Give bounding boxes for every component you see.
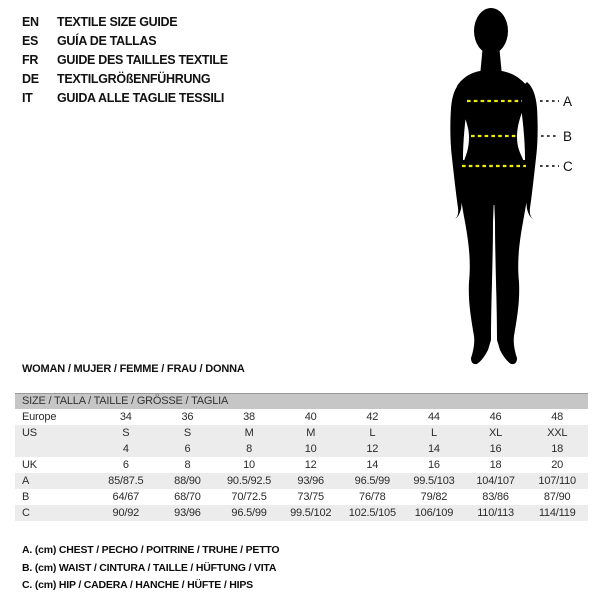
size-cell: 34 — [119, 411, 132, 423]
size-cell: 114/119 — [538, 507, 576, 519]
size-cell: 10 — [304, 443, 317, 455]
language-text: TEXTILE SIZE GUIDE — [57, 15, 178, 29]
size-cell: 10 — [243, 459, 255, 471]
size-cell: 36 — [181, 411, 194, 423]
size-cell: 14 — [366, 459, 379, 471]
language-text: GUÍA DE TALLAS — [57, 34, 157, 48]
legend-line-hip: C. (cm) HIP / CADERA / HANCHE / HÜFTE / HIPS — [22, 579, 253, 592]
language-text: TEXTILGRÖßENFÜHRUNG — [57, 72, 211, 86]
size-table — [15, 393, 588, 521]
size-cell: 44 — [428, 411, 440, 423]
size-cell: 48 — [551, 411, 564, 423]
size-cell: 42 — [366, 411, 379, 423]
size-cell: 20 — [551, 459, 564, 471]
size-cell: 46 — [489, 411, 502, 423]
row-label — [15, 441, 95, 457]
size-cell: 4 — [122, 443, 129, 455]
size-cell: 8 — [246, 443, 253, 455]
size-cell: 12 — [366, 443, 379, 455]
size-cell: 93/96 — [297, 475, 324, 487]
size-cell: 87/90 — [543, 491, 571, 503]
size-cell: 38 — [243, 411, 255, 423]
table-row-waist — [15, 489, 588, 505]
marker-a-label: A — [563, 94, 573, 109]
woman-silhouette — [450, 8, 537, 364]
size-cell: 68/70 — [174, 491, 201, 503]
language-row-de — [22, 70, 228, 89]
size-cell: XL — [489, 427, 503, 439]
size-cell: 107/110 — [538, 475, 576, 487]
language-row-en — [22, 13, 228, 32]
size-cell: 76/78 — [359, 491, 386, 503]
size-cell: 88/90 — [174, 475, 201, 487]
row-label: C — [22, 507, 30, 519]
size-cell: 40 — [304, 411, 317, 423]
size-cell: L — [430, 427, 437, 439]
size-cell: 14 — [428, 443, 440, 455]
marker-b-label: B — [563, 129, 573, 144]
language-list — [22, 13, 228, 108]
size-cell: 106/109 — [414, 507, 454, 519]
size-cell: 85/87.5 — [108, 475, 144, 487]
language-text: GUIDA ALLE TAGLIE TESSILI — [57, 91, 225, 105]
language-code: EN — [22, 15, 39, 29]
legend-line-waist: B. (cm) WAIST / CINTURA / TAILLE / HÜFTUNG / VITA — [22, 561, 277, 574]
row-label: US — [22, 427, 37, 439]
language-code: FR — [22, 53, 39, 67]
language-code: DE — [22, 72, 39, 86]
table-row-uk — [15, 457, 588, 473]
size-cell: M — [306, 427, 316, 439]
size-cell: 6 — [122, 459, 129, 471]
legend-line-chest: A. (cm) CHEST / PECHO / POITRINE / TRUHE / PETTO — [22, 544, 280, 556]
size-cell: 96.5/99 — [354, 475, 390, 487]
size-cell: 102.5/105 — [348, 507, 396, 519]
size-cell: 90.5/92.5 — [227, 475, 272, 487]
language-code: IT — [22, 91, 33, 105]
table-row-europe — [15, 409, 588, 425]
size-cell: 70/72.5 — [231, 491, 267, 503]
row-label: Europe — [22, 411, 57, 423]
size-cell: 104/107 — [476, 475, 515, 487]
size-cell: 110/113 — [477, 507, 514, 519]
size-cell: S — [122, 427, 130, 439]
section-title: WOMAN / MUJER / FEMME / FRAU / DONNA — [22, 363, 245, 375]
size-cell: 93/96 — [174, 507, 201, 519]
right-leg-shape — [494, 160, 529, 364]
measurement-legend — [22, 542, 279, 595]
size-cell: 96.5/99 — [231, 507, 267, 519]
size-cell: S — [183, 427, 191, 439]
language-code: ES — [22, 34, 39, 48]
language-row-it — [22, 89, 228, 108]
size-cell: 8 — [184, 459, 191, 471]
table-row-us-letter — [15, 425, 588, 441]
language-row-fr — [22, 51, 228, 70]
woman-silhouette-figure — [405, 0, 595, 380]
marker-c-label: C — [563, 159, 573, 174]
language-text: GUIDE DES TAILLES TEXTILE — [57, 53, 228, 67]
size-cell: M — [244, 427, 254, 439]
size-cell: 73/75 — [297, 491, 324, 503]
size-table-header: SIZE / TALLA / TAILLE / GRÖSSE / TAGLIA — [15, 393, 588, 409]
size-cell: 12 — [304, 459, 317, 471]
table-row-chest — [15, 473, 588, 489]
row-label: A — [22, 475, 30, 487]
size-cell: 90/92 — [112, 507, 140, 519]
size-cell: 6 — [184, 443, 191, 455]
size-cell: 83/86 — [482, 491, 509, 503]
size-cell: 99.5/102 — [290, 507, 332, 519]
size-cell: L — [369, 427, 376, 439]
language-row-es — [22, 32, 228, 51]
left-leg-shape — [459, 160, 494, 364]
row-label: UK — [22, 459, 37, 471]
table-row-us-numeric — [15, 441, 588, 457]
size-cell: XXL — [547, 427, 568, 439]
size-cell: 79/82 — [420, 491, 448, 503]
size-cell: 16 — [489, 443, 502, 455]
table-row-hip — [15, 505, 588, 521]
size-cell: 99.5/103 — [413, 475, 455, 487]
size-cell: 64/67 — [112, 491, 140, 503]
row-label: B — [22, 491, 30, 503]
size-cell: 18 — [489, 459, 502, 471]
size-cell: 18 — [551, 443, 564, 455]
size-cell: 16 — [428, 459, 440, 471]
